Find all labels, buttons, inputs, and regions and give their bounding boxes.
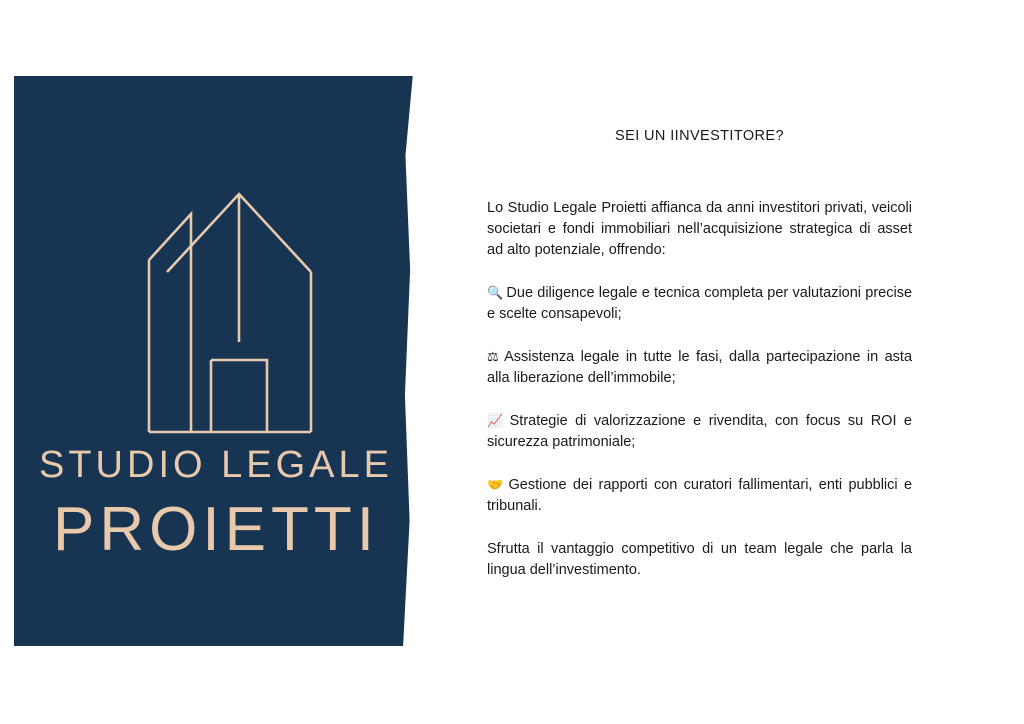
logo-text-line1: STUDIO LEGALE (39, 444, 393, 486)
list-item (487, 411, 912, 453)
chart-increasing-icon: 📈 (487, 414, 507, 429)
magnifier-icon: 🔍 (487, 286, 504, 301)
closing-paragraph: Sfrutta il vantaggio competitivo di un team legale che parla la lingua dell’investimento. (487, 541, 912, 578)
list-item (487, 283, 912, 325)
balance-scales-icon: ⚖ (487, 350, 502, 365)
logo-panel (14, 76, 418, 646)
list-item-text: Due diligence legale e tecnica completa per valutazioni precise e scelte consapevoli; (487, 285, 913, 322)
logo-text-line2: PROIETTI (53, 495, 379, 564)
list-item-text: Strategie di valorizzazione e rivendita, con focus su ROI e sicurezza patrimoniale; (487, 413, 912, 450)
list-item (487, 347, 912, 389)
intro-paragraph: Lo Studio Legale Proietti affianca da anni investitori privati, veicoli societari e fondi immobiliari nell’acquisizione strategica di asset ad alto potenziale, offrendo: (487, 200, 912, 258)
house-outline-logo-icon (91, 132, 341, 452)
page-title: SEI UN IINVESTITORE? (615, 128, 784, 144)
list-item (487, 475, 912, 517)
list-item-text: Gestione dei rapporti con curatori fallimentari, enti pubblici e tribunali. (487, 477, 913, 514)
content-column (487, 128, 912, 581)
handshake-icon: 🤝 (487, 478, 506, 493)
list-item-text: Assistenza legale in tutte le fasi, dalla partecipazione in asta alla liberazione dell’immobile; (487, 349, 913, 386)
